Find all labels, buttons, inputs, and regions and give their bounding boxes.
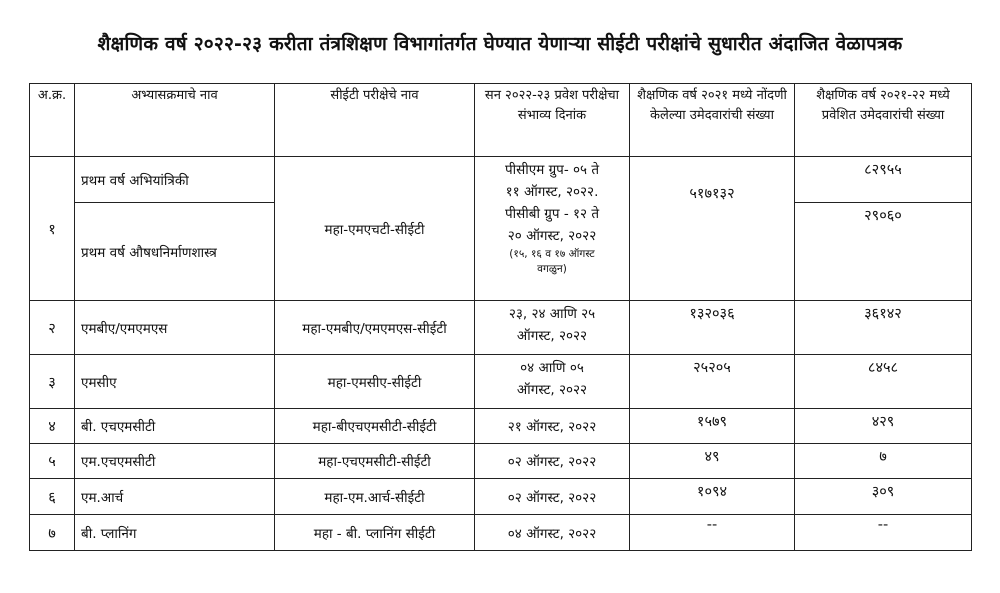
date-cell	[475, 157, 630, 301]
date-line: पीसीबी ग्रुप - १२ ते	[504, 206, 600, 222]
sr-cell: ४	[30, 409, 75, 444]
cet-cell: महा-एचएमसीटी-सीईटी	[275, 444, 475, 479]
sr-cell: ६	[30, 479, 75, 515]
table-row	[30, 301, 972, 355]
sr-cell: ३	[30, 355, 75, 409]
header-course: अभ्यासक्रमाचे नाव	[75, 84, 275, 157]
header-row	[30, 84, 972, 157]
date-line: २० ऑगस्ट, २०२२	[507, 228, 597, 244]
course-cell: प्रथम वर्ष अभियांत्रिकी	[75, 157, 275, 203]
cet-cell: महा-एम.आर्च-सीईटी	[275, 479, 475, 515]
registered-cell: १५७९	[630, 409, 795, 444]
header-admitted: शैक्षणिक वर्ष २०२१-२२ मध्ये प्रवेशित उमेदवारांची संख्या	[795, 84, 972, 157]
admitted-cell: २९०६०	[795, 203, 972, 301]
cet-cell: महा-एमएचटी-सीईटी	[275, 157, 475, 301]
admitted-cell: ८४५८	[795, 355, 972, 409]
date-cell: ०२ ऑगस्ट, २०२२	[475, 444, 630, 479]
registered-cell: १०९४	[630, 479, 795, 515]
date-note: वगळुन)	[537, 263, 567, 275]
sr-cell: ५	[30, 444, 75, 479]
registered-cell: १३२०३६	[630, 301, 795, 355]
date-cell: ०२ ऑगस्ट, २०२२	[475, 479, 630, 515]
table-row	[30, 515, 972, 551]
course-cell: बी. एचएमसीटी	[75, 409, 275, 444]
date-line: २३, २४ आणि २५	[508, 306, 596, 322]
cet-schedule-table	[29, 83, 972, 551]
table-row	[30, 444, 972, 479]
date-line: पीसीएम ग्रुप- ०५ ते	[504, 162, 600, 178]
cet-cell: महा-एमसीए-सीईटी	[275, 355, 475, 409]
registered-cell: २५२०५	[630, 355, 795, 409]
sr-cell: १	[30, 157, 75, 301]
date-cell: २१ ऑगस्ट, २०२२	[475, 409, 630, 444]
registered-cell: --	[630, 515, 795, 551]
registered-cell: ४९	[630, 444, 795, 479]
course-cell: एमसीए	[75, 355, 275, 409]
registered-cell: ५१७१३२	[630, 157, 795, 301]
date-line: ऑगस्ट, २०२२	[516, 328, 588, 344]
course-cell: प्रथम वर्ष औषधनिर्माणशास्त्र	[75, 203, 275, 301]
course-cell: एम.आर्च	[75, 479, 275, 515]
table-row	[30, 157, 972, 203]
header-date: सन २०२२-२३ प्रवेश परीक्षेचा संभाव्य दिनांक	[475, 84, 630, 157]
course-cell: एम.एचएमसीटी	[75, 444, 275, 479]
sr-cell: ७	[30, 515, 75, 551]
header-sr: अ.क्र.	[30, 84, 75, 157]
table-row	[30, 355, 972, 409]
cet-cell: महा - बी. प्लानिंग सीईटी	[275, 515, 475, 551]
date-note: (१५, १६ व १७ ऑगस्ट	[509, 248, 595, 260]
cet-cell: महा-एमबीए/एमएमएस-सीईटी	[275, 301, 475, 355]
admitted-cell: ४२९	[795, 409, 972, 444]
date-cell	[475, 301, 630, 355]
date-line: ऑगस्ट, २०२२	[516, 382, 588, 398]
admitted-cell: --	[795, 515, 972, 551]
header-cet: सीईटी परीक्षेचे नाव	[275, 84, 475, 157]
admitted-cell: ७	[795, 444, 972, 479]
course-cell: एमबीए/एमएमएस	[75, 301, 275, 355]
admitted-cell: ८२९५५	[795, 157, 972, 203]
date-cell: ०४ ऑगस्ट, २०२२	[475, 515, 630, 551]
table-row	[30, 409, 972, 444]
admitted-cell: ३०९	[795, 479, 972, 515]
date-line: ११ ऑगस्ट, २०२२.	[505, 184, 599, 200]
table-row	[30, 479, 972, 515]
cet-cell: महा-बीएचएमसीटी-सीईटी	[275, 409, 475, 444]
admitted-cell: ३६१४२	[795, 301, 972, 355]
document-title: शैक्षणिक वर्ष २०२२-२३ करीता तंत्रशिक्षण विभागांतर्गत घेण्यात येणाऱ्या सीईटी परीक्षांचे सुधारीत अंदाजित वेळापत्रक	[97, 33, 903, 55]
date-line: ०४ आणि ०५	[520, 360, 584, 376]
course-cell: बी. प्लानिंग	[75, 515, 275, 551]
header-registered: शैक्षणिक वर्ष २०२१ मध्ये नोंदणी केलेल्या उमेदवारांची संख्या	[630, 84, 795, 157]
date-cell	[475, 355, 630, 409]
sr-cell: २	[30, 301, 75, 355]
